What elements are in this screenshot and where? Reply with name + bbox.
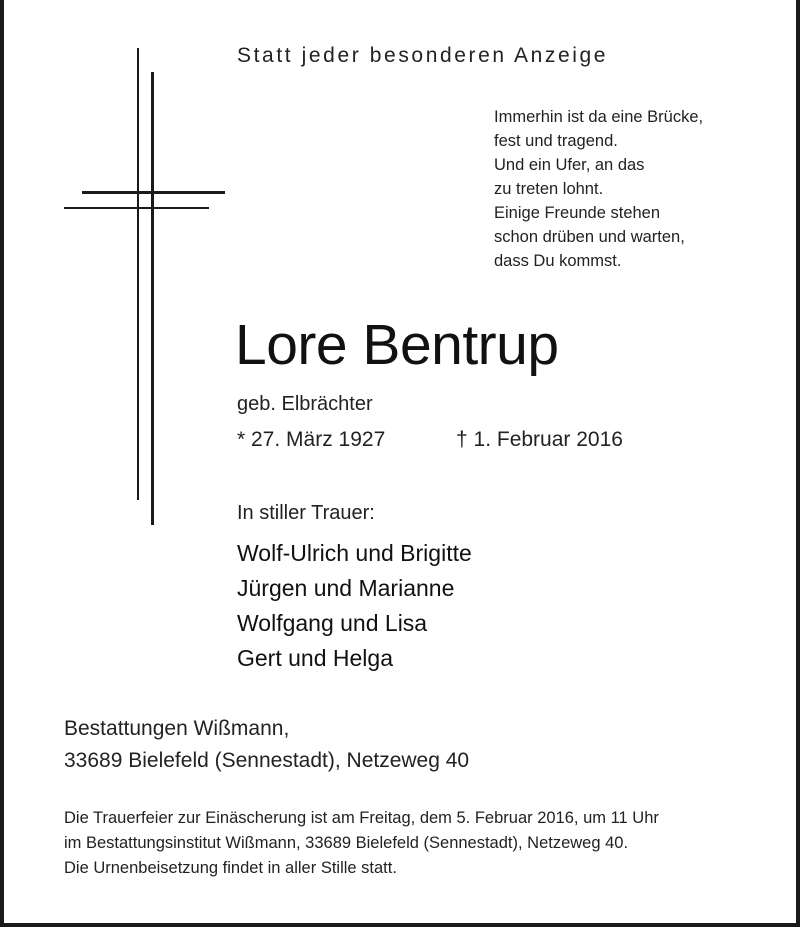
undertaker-address: 33689 Bielefeld (Sennestadt), Netzeweg 40 xyxy=(64,749,470,772)
poem-line: zu treten lohnt. xyxy=(494,180,604,198)
undertaker-name: Bestattungen Wißmann, xyxy=(64,717,290,740)
cross-vertical-line-2 xyxy=(151,72,154,525)
poem-line: fest und tragend. xyxy=(494,132,618,150)
deceased-name: Lore Bentrup xyxy=(235,313,559,377)
notice-header: Statt jeder besonderen Anzeige xyxy=(237,44,609,67)
notice-line: Die Trauerfeier zur Einäscherung ist am Freitag, dem 5. Februar 2016, um 11 Uhr xyxy=(64,809,659,827)
cross-horizontal-line-2 xyxy=(64,207,209,209)
mourner-list xyxy=(237,536,472,676)
mourner-name: Wolf-Ulrich und Brigitte xyxy=(237,540,472,566)
notice-line: im Bestattungsinstitut Wißmann, 33689 Bielefeld (Sennestadt), Netzeweg 40. xyxy=(64,834,629,852)
death-date: † 1. Februar 2016 xyxy=(456,428,623,451)
poem-line: schon drüben und warten, xyxy=(494,228,685,246)
birth-date: * 27. März 1927 xyxy=(237,428,386,451)
poem-line: Und ein Ufer, an das xyxy=(494,156,645,174)
undertaker-info xyxy=(64,713,469,777)
mourner-name: Gert und Helga xyxy=(237,645,393,671)
poem-line: Immerhin ist da eine Brücke, xyxy=(494,108,704,126)
cross-vertical-line-1 xyxy=(137,48,139,500)
poem xyxy=(494,105,703,273)
funeral-notice xyxy=(64,806,659,881)
poem-line: dass Du kommst. xyxy=(494,252,622,270)
mourner-name: Wolfgang und Lisa xyxy=(237,610,428,636)
maiden-name: geb. Elbrächter xyxy=(237,393,373,415)
mourning-intro: In stiller Trauer: xyxy=(237,502,375,524)
cross-horizontal-line-1 xyxy=(82,191,225,194)
mourner-name: Jürgen und Marianne xyxy=(237,575,455,601)
poem-line: Einige Freunde stehen xyxy=(494,204,661,222)
notice-line: Die Urnenbeisetzung findet in aller Stille statt. xyxy=(64,859,397,877)
